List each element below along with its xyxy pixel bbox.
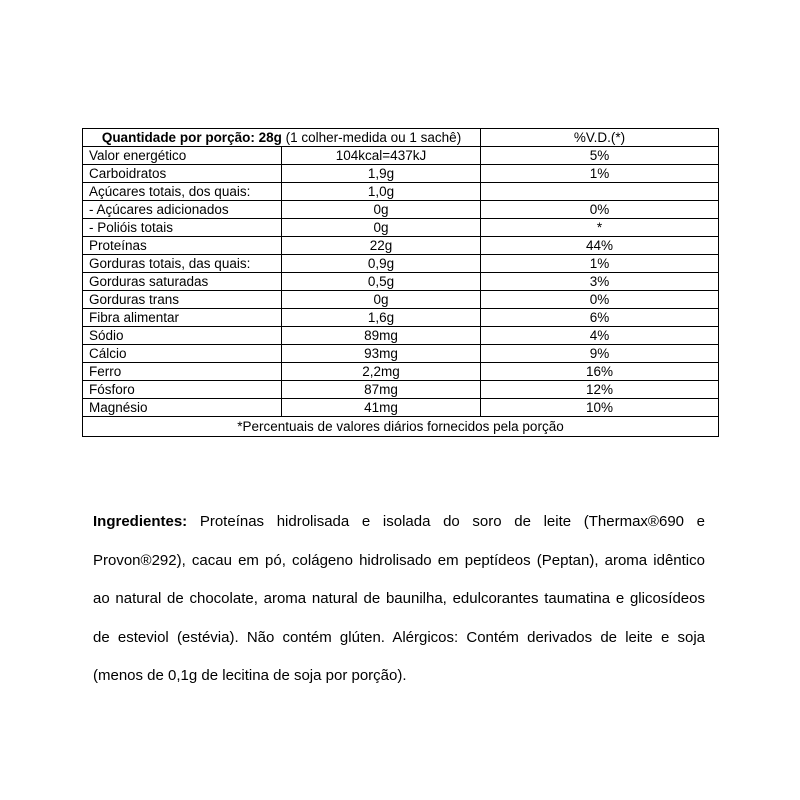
nutrient-name: - Polióis totais — [83, 219, 282, 237]
nutrient-quantity: 0g — [282, 219, 481, 237]
ingredients-text: Proteínas hidrolisada e isolada do soro de leite (Thermax®690 e Provon®292), cacau em pó, colágeno hidrolisado em peptídeos (Peptan), aroma idêntico ao natural de chocolate, aroma natural de baunilha, edulcorantes taumatina e glicosídeos de esteviol (estévia). Não contém glúten. Alérgicos: Contém derivados de leite e soja (menos de 0,1g de lecitina de soja por porção). — [93, 513, 705, 684]
table-row — [83, 201, 719, 219]
nutrient-vd: 1% — [481, 255, 719, 273]
nutrient-quantity: 2,2mg — [282, 363, 481, 381]
nutrient-vd: 16% — [481, 363, 719, 381]
nutrient-quantity: 41mg — [282, 399, 481, 417]
nutrient-name: Gorduras totais, das quais: — [83, 255, 282, 273]
nutrient-name: Ferro — [83, 363, 282, 381]
nutrient-vd: * — [481, 219, 719, 237]
nutrient-quantity: 0,5g — [282, 273, 481, 291]
nutrient-name: Sódio — [83, 327, 282, 345]
nutrient-name: Gorduras saturadas — [83, 273, 282, 291]
nutrient-name: Magnésio — [83, 399, 282, 417]
nutrient-vd — [481, 183, 719, 201]
nutrition-table — [82, 128, 719, 437]
nutrient-quantity: 104kcal=437kJ — [282, 147, 481, 165]
nutrient-quantity: 87mg — [282, 381, 481, 399]
table-row — [83, 327, 719, 345]
nutrient-quantity: 22g — [282, 237, 481, 255]
nutrient-name: Gorduras trans — [83, 291, 282, 309]
table-row — [83, 165, 719, 183]
nutrient-vd: 0% — [481, 201, 719, 219]
nutrient-quantity: 89mg — [282, 327, 481, 345]
nutrition-table-body — [83, 129, 719, 437]
table-row — [83, 183, 719, 201]
nutrient-vd: 10% — [481, 399, 719, 417]
nutrient-quantity: 1,9g — [282, 165, 481, 183]
ingredients-label: Ingredientes: — [93, 513, 188, 530]
nutrient-name: - Açúcares adicionados — [83, 201, 282, 219]
nutrient-quantity: 0,9g — [282, 255, 481, 273]
nutrient-vd: 4% — [481, 327, 719, 345]
nutrient-quantity: 1,6g — [282, 309, 481, 327]
table-row — [83, 381, 719, 399]
nutrient-name: Proteínas — [83, 237, 282, 255]
nutrient-name: Valor energético — [83, 147, 282, 165]
vd-header: %V.D.(*) — [481, 129, 719, 147]
nutrition-header-row — [83, 129, 719, 147]
portion-header — [83, 129, 481, 147]
table-footnote: *Percentuais de valores diários fornecidos pela porção — [83, 417, 719, 437]
nutrient-quantity: 93mg — [282, 345, 481, 363]
nutrient-name: Fósforo — [83, 381, 282, 399]
table-row — [83, 219, 719, 237]
table-row — [83, 237, 719, 255]
nutrient-vd: 12% — [481, 381, 719, 399]
footnote-row — [83, 417, 719, 437]
nutrient-vd: 6% — [481, 309, 719, 327]
nutrient-vd: 3% — [481, 273, 719, 291]
nutrient-quantity: 0g — [282, 201, 481, 219]
table-row — [83, 273, 719, 291]
portion-detail: (1 colher-medida ou 1 sachê) — [281, 130, 462, 145]
nutrient-quantity: 1,0g — [282, 183, 481, 201]
nutrient-name: Fibra alimentar — [83, 309, 282, 327]
table-row — [83, 309, 719, 327]
nutrient-name: Carboidratos — [83, 165, 282, 183]
table-row — [83, 255, 719, 273]
nutrient-vd: 9% — [481, 345, 719, 363]
nutrient-name: Açúcares totais, dos quais: — [83, 183, 282, 201]
table-row — [83, 291, 719, 309]
ingredients-paragraph — [93, 503, 705, 696]
nutrient-vd: 1% — [481, 165, 719, 183]
portion-label: Quantidade por porção: 28g — [101, 130, 282, 145]
nutrient-vd: 0% — [481, 291, 719, 309]
nutrient-vd: 44% — [481, 237, 719, 255]
table-row — [83, 399, 719, 417]
table-row — [83, 363, 719, 381]
table-row — [83, 147, 719, 165]
table-row — [83, 345, 719, 363]
nutrient-vd: 5% — [481, 147, 719, 165]
nutrient-name: Cálcio — [83, 345, 282, 363]
nutrient-quantity: 0g — [282, 291, 481, 309]
